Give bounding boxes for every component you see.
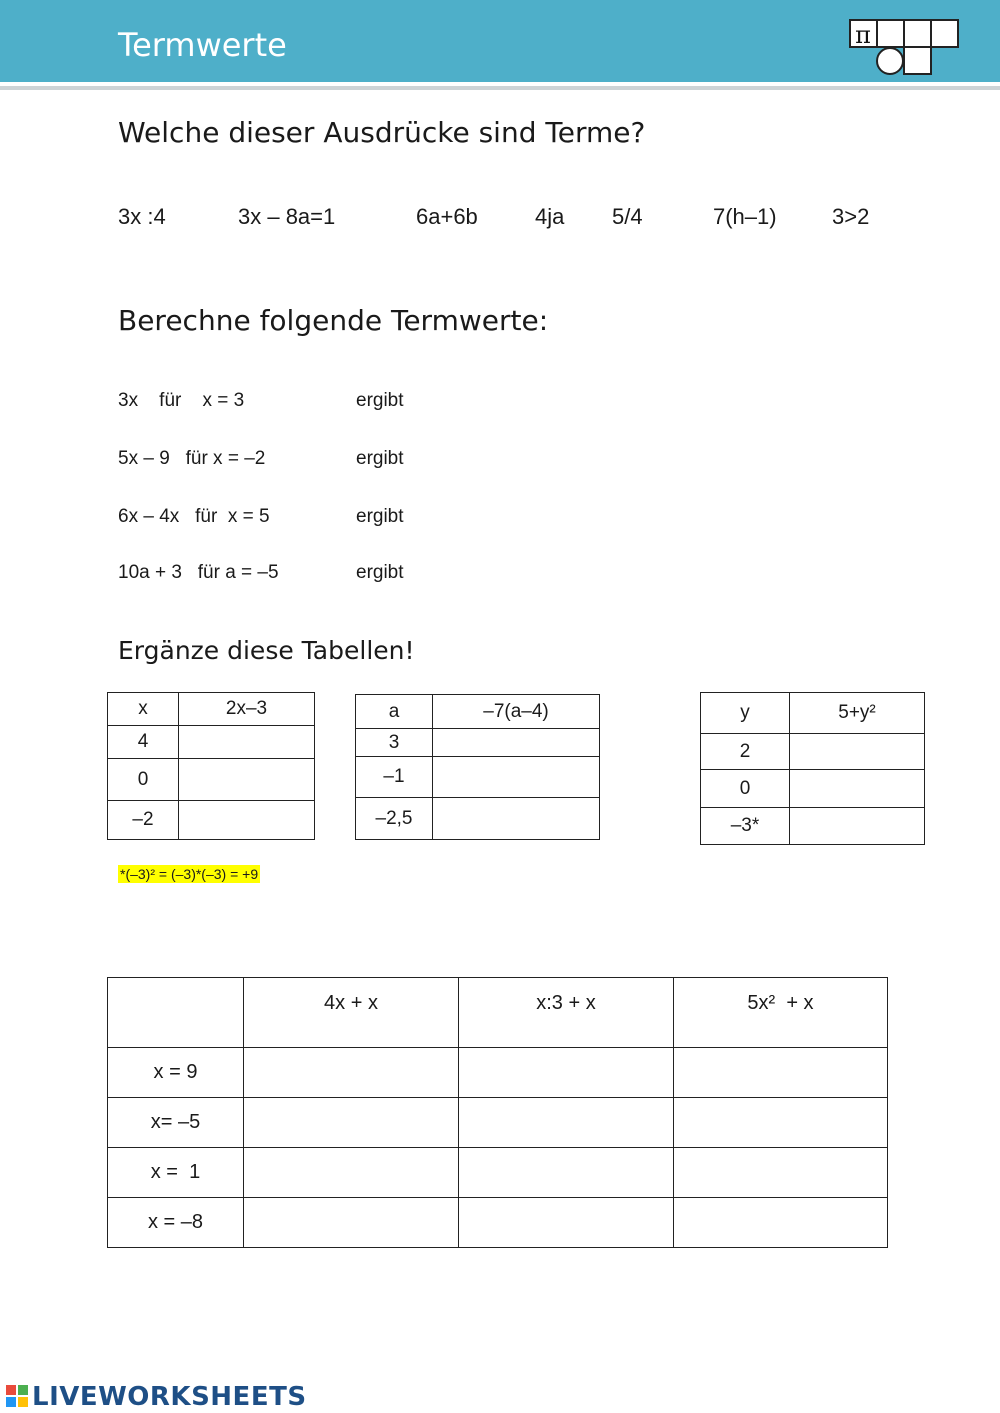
answer-cell[interactable] [674, 1048, 888, 1098]
answer-cell[interactable] [674, 1148, 888, 1198]
page-title: Termwerte [118, 26, 287, 64]
table-header: x:3 + x [459, 978, 674, 1048]
answer-cell[interactable] [244, 1048, 459, 1098]
expression-item: 7(h–1) [713, 204, 777, 229]
calc-term: 5x – 9 für x = –2 [118, 448, 266, 469]
term-value-table [107, 977, 888, 1248]
answer-cell[interactable] [790, 734, 925, 770]
calc-term: 6x – 4x für x = 5 [118, 506, 270, 527]
expression-item: 3x :4 [118, 204, 166, 229]
value-table-2 [355, 694, 600, 840]
answer-cell[interactable] [179, 801, 315, 840]
table-header [108, 978, 244, 1048]
answer-cell[interactable] [674, 1198, 888, 1248]
answer-cell[interactable] [179, 726, 315, 759]
table-cell: 4 [108, 726, 179, 759]
table-header: x [108, 693, 179, 726]
answer-cell[interactable] [244, 1148, 459, 1198]
answer-cell[interactable] [459, 1048, 674, 1098]
table-cell: 3 [356, 729, 433, 757]
expression-item: 5/4 [612, 204, 643, 229]
table-cell: 0 [701, 770, 790, 808]
answer-cell[interactable] [179, 759, 315, 801]
calc-term: 3x für x = 3 [118, 390, 245, 411]
footnote-highlight: *(–3)² = (–3)*(–3) = +9 [120, 866, 259, 882]
table-cell: –2 [108, 801, 179, 840]
calc-result-label: ergibt [356, 562, 404, 583]
expression-item: 6a+6b [416, 204, 478, 229]
table-header: –7(a–4) [433, 695, 600, 729]
header-divider [0, 86, 1000, 90]
answer-cell[interactable] [674, 1098, 888, 1148]
answer-cell[interactable] [459, 1098, 674, 1148]
brand-footer: LIVEWORKSHEETS [32, 1382, 307, 1412]
table-header: 5x² + x [674, 978, 888, 1048]
table-header: 5+y² [790, 693, 925, 734]
liveworksheets-logo-icon [6, 1385, 28, 1407]
table-cell: –2,5 [356, 798, 433, 840]
table-header: a [356, 695, 433, 729]
table-cell: 0 [108, 759, 179, 801]
table-cell: –1 [356, 757, 433, 798]
answer-cell[interactable] [244, 1098, 459, 1148]
section1-heading: Welche dieser Ausdrücke sind Terme? [118, 116, 646, 149]
table-header: 4x + x [244, 978, 459, 1048]
answer-cell[interactable] [459, 1148, 674, 1198]
answer-cell[interactable] [244, 1198, 459, 1248]
svg-text:π: π [855, 21, 871, 49]
expression-item: 3>2 [832, 204, 870, 229]
answer-cell[interactable] [433, 729, 600, 757]
answer-cell[interactable] [790, 770, 925, 808]
section3-heading: Ergänze diese Tabellen! [118, 636, 415, 665]
calc-result-label: ergibt [356, 448, 404, 469]
table-header: 2x–3 [179, 693, 315, 726]
answer-cell[interactable] [459, 1198, 674, 1248]
section2-heading: Berechne folgende Termwerte: [118, 304, 549, 337]
pi-logo-icon [848, 18, 960, 78]
calc-term: 10a + 3 für a = –5 [118, 562, 279, 583]
answer-cell[interactable] [433, 798, 600, 840]
row-label: x= –5 [108, 1098, 244, 1148]
table-cell: 2 [701, 734, 790, 770]
row-label: x = –8 [108, 1198, 244, 1248]
calc-result-label: ergibt [356, 390, 404, 411]
value-table-3 [700, 692, 925, 845]
answer-cell[interactable] [433, 757, 600, 798]
value-table-1 [107, 692, 315, 840]
expression-item: 4ja [535, 204, 565, 229]
expression-item: 3x – 8a=1 [238, 204, 336, 229]
table-cell: –3* [701, 808, 790, 845]
row-label: x = 1 [108, 1148, 244, 1198]
row-label: x = 9 [108, 1048, 244, 1098]
answer-cell[interactable] [790, 808, 925, 845]
calc-result-label: ergibt [356, 506, 404, 527]
table-header: y [701, 693, 790, 734]
